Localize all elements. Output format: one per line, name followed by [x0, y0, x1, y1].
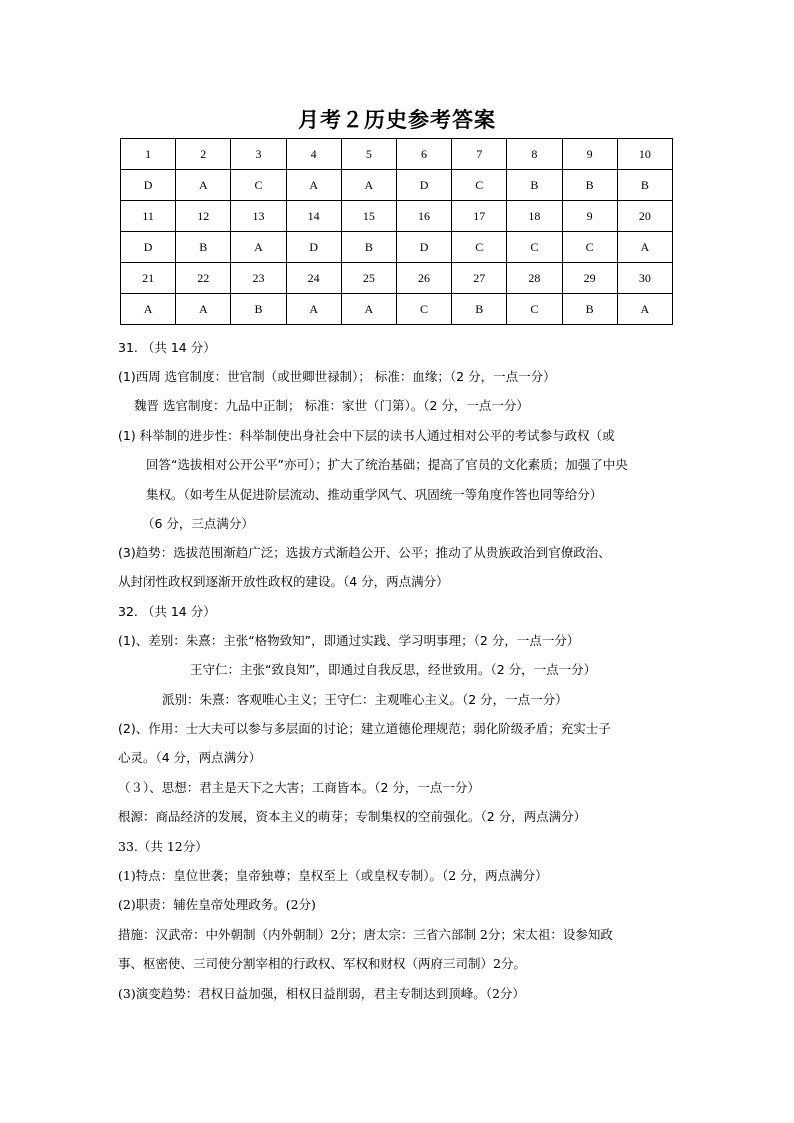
answer-cell: B — [562, 294, 617, 325]
q33-part2-measures-line2: 事、枢密使、三司使分割宰相的行政权、军权和财权（两府三司制）2分。 — [118, 956, 526, 971]
question-number-cell: 9 — [562, 139, 617, 170]
question-number-cell: 27 — [452, 263, 507, 294]
answer-cell: A — [231, 232, 286, 263]
answer-cell: B — [562, 170, 617, 201]
question-number-cell: 15 — [341, 201, 396, 232]
answer-cell: D — [121, 170, 176, 201]
question-number-cell: 13 — [231, 201, 286, 232]
q32-part3-thought: （３）、思想：君主是天下之大害；工商皆本。（2 分，一点一分） — [118, 780, 480, 795]
question-number-cell: 1 — [121, 139, 176, 170]
answer-cell: C — [507, 232, 562, 263]
answer-cell: B — [176, 232, 231, 263]
question-number-row — [121, 201, 673, 232]
question-number-cell: 3 — [231, 139, 286, 170]
answer-row — [121, 232, 673, 263]
q32-part2-line2: 心灵。（4 分，两点满分） — [118, 750, 262, 765]
answer-cell: A — [286, 294, 341, 325]
q31-part2-score: （6 分，三点满分） — [142, 516, 254, 531]
question-number-cell: 18 — [507, 201, 562, 232]
answer-cell: A — [341, 170, 396, 201]
q32-part1-schools: 派别：朱熹：客观唯心主义；王守仁：主观唯心主义。（2 分，一点一分） — [162, 692, 568, 707]
answer-cell: A — [121, 294, 176, 325]
q33-part1: (1)特点：皇位世袭；皇帝独尊；皇权至上（或皇权专制）。（2 分，两点满分） — [118, 868, 548, 883]
q31-heading: 31. （共 14 分） — [118, 340, 216, 355]
q31-part1-weijin: 魏晋 选官制度：九品中正制； 标准：家世（门第）。（2 分，一点一分） — [134, 398, 529, 413]
answer-cell: B — [231, 294, 286, 325]
answer-cell: C — [562, 232, 617, 263]
answer-cell: B — [452, 294, 507, 325]
answer-cell: C — [396, 294, 451, 325]
answer-table — [120, 138, 673, 325]
answer-cell: B — [617, 170, 672, 201]
question-number-cell: 20 — [617, 201, 672, 232]
answer-cell: C — [231, 170, 286, 201]
answer-cell: D — [396, 170, 451, 201]
answer-cell: A — [341, 294, 396, 325]
answer-row — [121, 294, 673, 325]
q32-part3-root: 根源：商品经济的发展，资本主义的萌芽；专制集权的空前强化。（2 分，两点满分） — [118, 809, 587, 824]
q32-part1-wangshouren: 王守仁：主张“致良知”，即通过自我反思，经世致用。（2 分，一点一分） — [190, 662, 597, 677]
question-number-cell: 4 — [286, 139, 341, 170]
question-number-cell: 6 — [396, 139, 451, 170]
answer-cell: A — [617, 294, 672, 325]
q33-part2-measures-line1: 措施：汉武帝：中外朝制（内外朝制）2分；唐太宗：三省六部制 2分；宋太祖：设参知政 — [118, 927, 613, 942]
q33-part3: (3)演变趋势：君权日益加强，相权日益削弱，君主专制达到顶峰。（2分） — [118, 986, 525, 1001]
answer-cell: C — [452, 170, 507, 201]
answer-cell: A — [617, 232, 672, 263]
question-number-cell: 9 — [562, 201, 617, 232]
answer-cell: D — [286, 232, 341, 263]
q31-part1-xizhou: (1)西周 选官制度：世官制（或世卿世禄制）； 标准：血缘；（2 分，一点一分） — [118, 369, 556, 384]
question-number-cell: 7 — [452, 139, 507, 170]
question-number-cell: 12 — [176, 201, 231, 232]
q32-heading: 32. （共 14 分） — [118, 604, 216, 619]
question-number-row — [121, 139, 673, 170]
question-number-cell: 29 — [562, 263, 617, 294]
question-number-cell: 26 — [396, 263, 451, 294]
answer-cell: C — [452, 232, 507, 263]
q33-part2-duty: (2)职责：辅佐皇帝处理政务。(2分) — [118, 897, 316, 912]
question-number-cell: 24 — [286, 263, 341, 294]
q32-part1-zhuxi: (1)、差别：朱熹：主张“格物致知”，即通过实践、学习明事理；（2 分，一点一分） — [118, 633, 580, 648]
q31-part2-line3: 集权。（如考生从促进阶层流动、推动重学风气、巩固统一等角度作答也同等给分） — [146, 487, 603, 502]
answer-cell: B — [341, 232, 396, 263]
question-number-cell: 14 — [286, 201, 341, 232]
question-number-cell: 10 — [617, 139, 672, 170]
q31-part3-line1: (3)趋势：选拔范围渐趋广泛；选拔方式渐趋公开、公平；推动了从贵族政治到官僚政治、 — [118, 545, 611, 560]
question-number-cell: 5 — [341, 139, 396, 170]
question-number-cell: 16 — [396, 201, 451, 232]
answer-cell: A — [176, 294, 231, 325]
question-number-cell: 8 — [507, 139, 562, 170]
question-number-cell: 22 — [176, 263, 231, 294]
q32-part2-line1: (2)、作用：士大夫可以参与多层面的讨论；建立道德伦理规范；弱化阶级矛盾；充实士子 — [118, 721, 611, 736]
question-number-cell: 30 — [617, 263, 672, 294]
question-number-cell: 11 — [121, 201, 176, 232]
answer-cell: C — [507, 294, 562, 325]
answer-cell: D — [396, 232, 451, 263]
answer-cell: A — [176, 170, 231, 201]
question-number-cell: 28 — [507, 263, 562, 294]
question-number-cell: 25 — [341, 263, 396, 294]
question-number-cell: 2 — [176, 139, 231, 170]
answer-row — [121, 170, 673, 201]
question-number-cell: 21 — [121, 263, 176, 294]
q31-part3-line2: 从封闭性政权到逐渐开放性政权的建设。（4 分，两点满分） — [118, 574, 449, 589]
q33-heading: 33.（共 12分） — [118, 839, 208, 854]
question-number-cell: 17 — [452, 201, 507, 232]
question-number-row — [121, 263, 673, 294]
question-number-cell: 23 — [231, 263, 286, 294]
q31-part2-line1: (1) 科举制的进步性：科举制使出身社会中下层的读书人通过相对公平的考试参与政权（或 — [118, 428, 615, 443]
answer-cell: D — [121, 232, 176, 263]
q31-part2-line2: 回答“选拔相对公开公平”亦可）；扩大了统治基础；提高了官员的文化素质；加强了中央 — [146, 457, 628, 472]
answer-cell: A — [286, 170, 341, 201]
page-title: 月考２历史参考答案 — [298, 107, 496, 132]
answer-cell: B — [507, 170, 562, 201]
